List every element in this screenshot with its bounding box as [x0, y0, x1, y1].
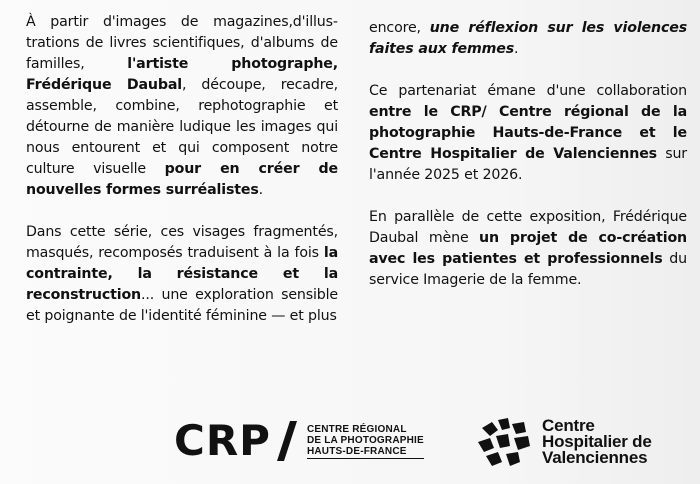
- text-segment: , découpe, recadre, assemble, combine, rephotographie et détourne de manière ludique les images qui nous entourent et qui composent notre culture visuelle: [26, 77, 339, 177]
- text-segment: En parallèle de cette exposition, Frédérique Daubal mène: [369, 209, 687, 246]
- crp-caption: [307, 424, 424, 459]
- text-segment: encore,: [369, 20, 430, 36]
- paragraph-series: [26, 222, 338, 327]
- hospital-wordmark: [542, 418, 652, 466]
- text-segment: .: [258, 182, 264, 198]
- paragraph-intro: [26, 12, 338, 201]
- hospital-logo: [476, 416, 652, 468]
- paragraph-continuation: [369, 18, 687, 60]
- bold-segment-surreal: pour en créer de nouvelles formes surréalistes: [26, 161, 338, 198]
- text-segment: sur l'année 2025 et 2026.: [369, 146, 687, 183]
- left-text-column: [26, 12, 338, 327]
- bold-segment-partners: entre le CRP/ Centre régional de la photographie Hauts-de-France et le Centre Hospitalier de Valenciennes: [369, 104, 687, 162]
- hospital-wordmark-line: Hospitalier de: [542, 432, 652, 451]
- crp-wordmark: CRP: [174, 416, 271, 465]
- crp-logo: [174, 418, 424, 464]
- text-segment: du service Imagerie de la femme.: [369, 251, 687, 288]
- text-segment: ... une exploration sensible et poignante de l'identité féminine — et plus: [26, 287, 338, 324]
- bold-segment-project: un projet de co-création avec les patientes et professionnels: [369, 230, 687, 267]
- crp-caption-line: CENTRE RÉGIONAL: [306, 423, 407, 435]
- slash-mark-icon: [277, 421, 297, 461]
- text-segment: Dans cette série, ces visages fragmentés, masqués, recomposés traduisent à la fois: [26, 224, 338, 261]
- text-segment: À partir d'images de magazines,d'illustrations de livres scientifiques, d'albums de familles,: [26, 14, 338, 72]
- paragraph-partnership: [369, 81, 687, 186]
- text-segment: .: [514, 41, 519, 57]
- hospital-wordmark-line: Valenciennes: [542, 448, 648, 467]
- bold-segment-themes: la contrainte, la résistance et la reconstruction: [26, 245, 338, 303]
- bold-segment-artist: l'artiste photographe, Frédérique Daubal: [26, 56, 338, 93]
- hospital-emblem-icon: [476, 416, 534, 468]
- crp-caption-line: HAUTS-DE-FRANCE: [307, 446, 424, 459]
- right-text-column: [369, 18, 687, 291]
- bold-italic-segment-violence: une réflexion sur les violences faites aux femmes: [369, 20, 687, 57]
- paragraph-cocreation: [369, 207, 687, 291]
- text-segment: Ce partenariat émane d'une collaboration: [369, 83, 687, 99]
- crp-caption-line: DE LA PHOTOGRAPHIE: [306, 434, 424, 446]
- hospital-wordmark-line: Centre: [542, 416, 595, 435]
